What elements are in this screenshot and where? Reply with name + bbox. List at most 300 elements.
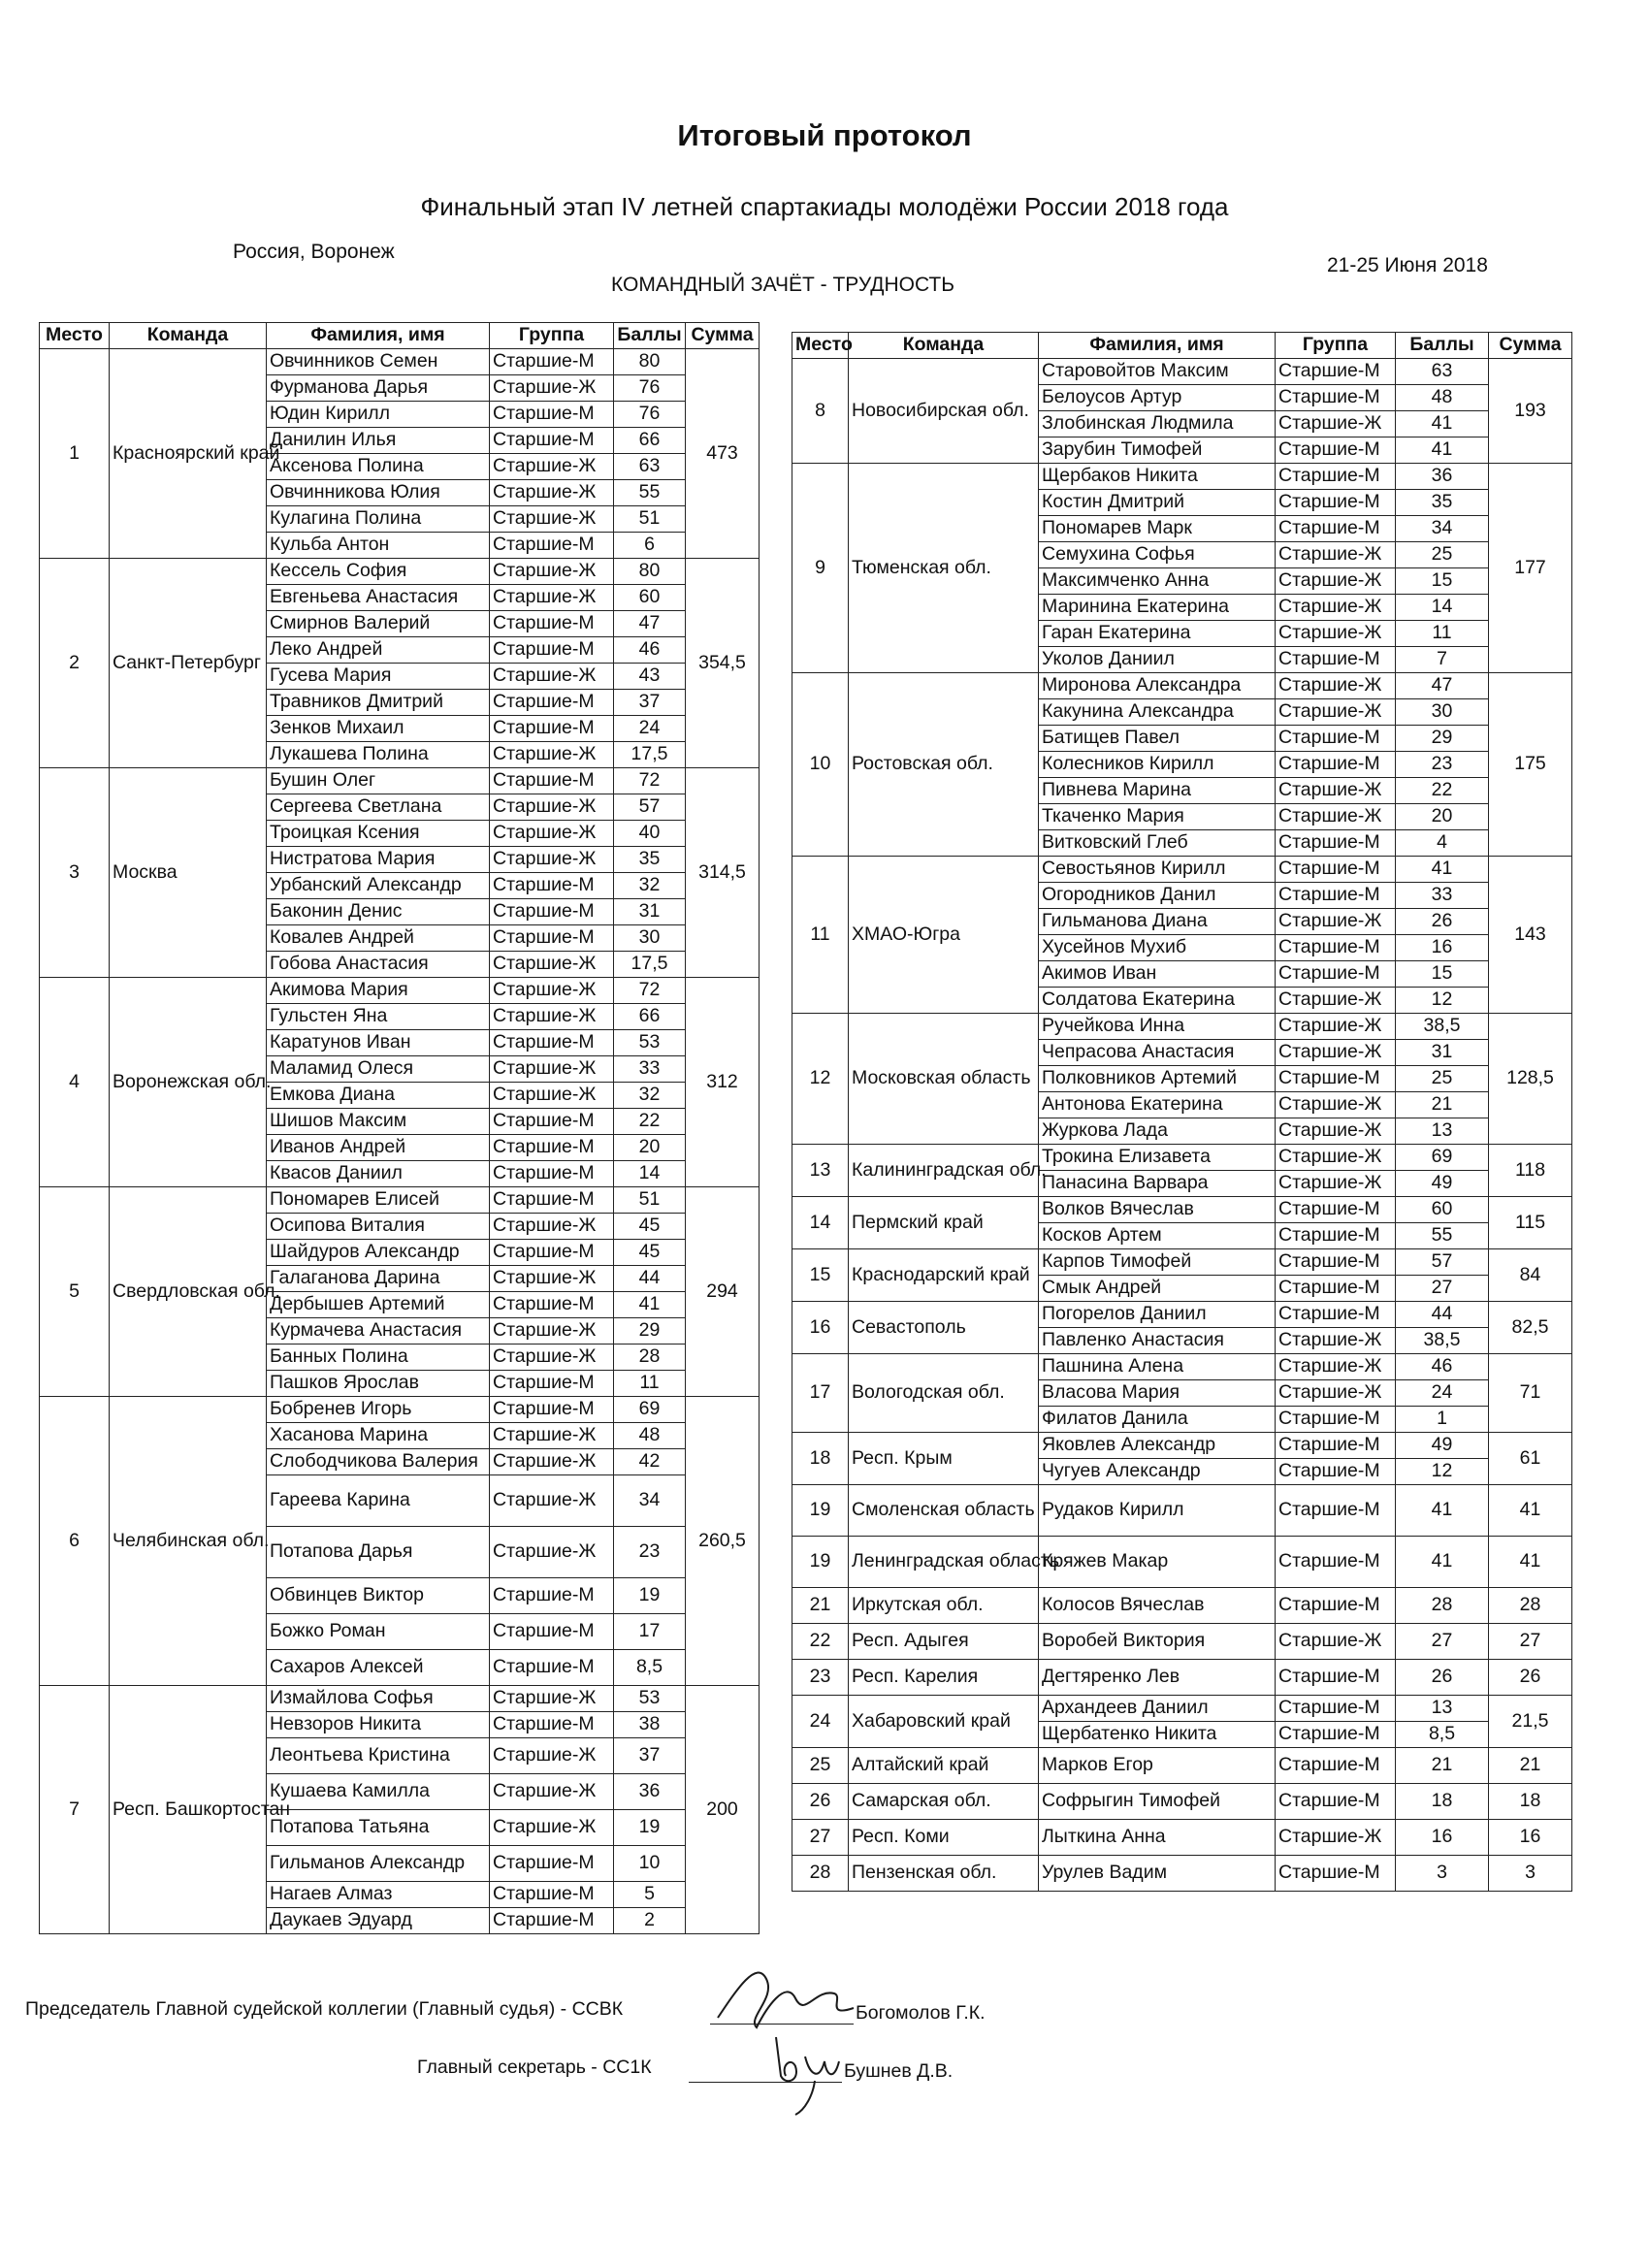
team-sum: 118 [1489,1145,1572,1197]
athlete-group: Старшие-Ж [490,952,614,978]
athlete-name: Измайлова Софья [267,1686,490,1712]
athlete-group: Старшие-Ж [1276,568,1396,595]
athlete-points: 45 [614,1214,686,1240]
athlete-group: Старшие-М [1276,1588,1396,1624]
athlete-points: 38,5 [1396,1328,1489,1354]
athlete-group: Старшие-Ж [490,1810,614,1846]
athlete-name: Овчинникова Юлия [267,480,490,506]
athlete-name: Гареева Карина [267,1475,490,1527]
chief-secretary-name: Бушнев Д.В. [844,2060,954,2082]
team-sum: 115 [1489,1197,1572,1249]
athlete-name: Лыткина Анна [1039,1820,1276,1856]
athlete-group: Старшие-Ж [1276,699,1396,726]
team-sum: 16 [1489,1820,1572,1856]
athlete-points: 27 [1396,1276,1489,1302]
table-row [792,673,1572,699]
athlete-group: Старшие-М [490,611,614,637]
team-place: 21 [792,1588,849,1624]
chief-secretary-label: Главный секретарь - СС1К [417,2057,652,2078]
table-row [792,1820,1572,1856]
athlete-points: 51 [614,1187,686,1214]
athlete-points: 45 [614,1240,686,1266]
document-title: Итоговый протокол [677,118,972,152]
athlete-name: Лукашева Полина [267,742,490,768]
col-place: Место [792,333,849,359]
athlete-points: 17 [614,1614,686,1650]
table-row [792,1784,1572,1820]
team-place: 27 [792,1820,849,1856]
athlete-group: Старшие-М [490,1135,614,1161]
athlete-name: Воробей Виктория [1039,1624,1276,1660]
athlete-group: Старшие-Ж [490,1686,614,1712]
athlete-group: Старшие-М [1276,437,1396,464]
col-name: Фамилия, имя [1039,333,1276,359]
table-row [792,1197,1572,1223]
athlete-points: 80 [614,559,686,585]
team-sum: 177 [1489,464,1572,673]
athlete-points: 33 [1396,883,1489,909]
table-row [792,359,1572,385]
athlete-group: Старшие-Ж [490,1318,614,1345]
athlete-name: Осипова Виталия [267,1214,490,1240]
team-name: Тюменская обл. [849,464,1039,673]
athlete-group: Старшие-Ж [490,506,614,533]
table-row [792,1588,1572,1624]
athlete-group: Старшие-Ж [490,1266,614,1292]
athlete-points: 48 [614,1423,686,1449]
athlete-group: Старшие-М [490,1397,614,1423]
athlete-points: 20 [614,1135,686,1161]
athlete-points: 29 [1396,726,1489,752]
event-location: Россия, Воронеж [233,241,395,263]
athlete-name: Косков Артем [1039,1223,1276,1249]
athlete-group: Старшие-Ж [490,978,614,1004]
team-sum: 71 [1489,1354,1572,1433]
athlete-points: 43 [614,664,686,690]
athlete-group: Старшие-Ж [1276,595,1396,621]
athlete-name: Дербышев Артемий [267,1292,490,1318]
team-place: 7 [40,1686,110,1934]
team-place: 24 [792,1696,849,1748]
athlete-name: Потапова Дарья [267,1527,490,1578]
athlete-group: Старшие-М [490,533,614,559]
athlete-name: Чугуев Александр [1039,1459,1276,1485]
athlete-points: 5 [614,1882,686,1908]
team-place: 18 [792,1433,849,1485]
athlete-points: 24 [1396,1380,1489,1407]
athlete-name: Яковлев Александр [1039,1433,1276,1459]
athlete-group: Старшие-М [490,1712,614,1738]
athlete-group: Старшие-М [1276,1485,1396,1537]
athlete-group: Старшие-М [1276,857,1396,883]
athlete-name: Батищев Павел [1039,726,1276,752]
athlete-group: Старшие-М [490,1614,614,1650]
team-sum: 61 [1489,1433,1572,1485]
athlete-points: 47 [614,611,686,637]
athlete-group: Старшие-М [1276,883,1396,909]
athlete-name: Шишов Максим [267,1109,490,1135]
table-row [792,1145,1572,1171]
athlete-points: 2 [614,1908,686,1934]
athlete-points: 76 [614,375,686,402]
athlete-group: Старшие-Ж [1276,804,1396,830]
athlete-points: 16 [1396,935,1489,961]
athlete-points: 10 [614,1846,686,1882]
athlete-name: Троицкая Ксения [267,821,490,847]
athlete-points: 22 [1396,778,1489,804]
athlete-points: 22 [614,1109,686,1135]
athlete-name: Курмачева Анастасия [267,1318,490,1345]
athlete-points: 27 [1396,1624,1489,1660]
team-place: 2 [40,559,110,768]
team-place: 9 [792,464,849,673]
athlete-name: Солдатова Екатерина [1039,988,1276,1014]
athlete-name: Галаганова Дарина [267,1266,490,1292]
athlete-group: Старшие-Ж [1276,988,1396,1014]
team-place: 11 [792,857,849,1014]
athlete-name: Гульстен Яна [267,1004,490,1030]
athlete-group: Старшие-М [490,1846,614,1882]
athlete-group: Старшие-М [1276,1660,1396,1696]
athlete-name: Максимченко Анна [1039,568,1276,595]
athlete-name: Каратунов Иван [267,1030,490,1056]
athlete-group: Старшие-М [490,1240,614,1266]
athlete-name: Рудаков Кирилл [1039,1485,1276,1537]
athlete-points: 44 [614,1266,686,1292]
athlete-group: Старшие-М [1276,1748,1396,1784]
athlete-group: Старшие-М [1276,752,1396,778]
athlete-name: Архандеев Даниил [1039,1696,1276,1722]
athlete-group: Старшие-М [1276,1276,1396,1302]
athlete-name: Кульба Антон [267,533,490,559]
athlete-points: 11 [1396,621,1489,647]
athlete-group: Старшие-М [1276,1784,1396,1820]
athlete-group: Старшие-М [1276,1407,1396,1433]
athlete-group: Старшие-М [490,1650,614,1686]
athlete-points: 12 [1396,988,1489,1014]
athlete-points: 15 [1396,568,1489,595]
athlete-group: Старшие-М [490,637,614,664]
athlete-name: Гильманова Диана [1039,909,1276,935]
athlete-name: Данилин Илья [267,428,490,454]
athlete-name: Смирнов Валерий [267,611,490,637]
athlete-name: Нагаев Алмаз [267,1882,490,1908]
team-name: Севастополь [849,1302,1039,1354]
athlete-name: Ручейкова Инна [1039,1014,1276,1040]
athlete-points: 1 [1396,1407,1489,1433]
team-place: 6 [40,1397,110,1686]
team-sum: 200 [686,1686,760,1934]
athlete-points: 19 [614,1810,686,1846]
athlete-group: Старшие-Ж [1276,1328,1396,1354]
athlete-points: 26 [1396,909,1489,935]
athlete-group: Старшие-М [1276,464,1396,490]
athlete-group: Старшие-М [1276,647,1396,673]
col-sum: Сумма [686,323,760,349]
athlete-points: 34 [1396,516,1489,542]
athlete-group: Старшие-М [1276,490,1396,516]
athlete-name: Зарубин Тимофей [1039,437,1276,464]
athlete-points: 72 [614,768,686,794]
athlete-points: 41 [1396,857,1489,883]
team-name: Санкт-Петербург [110,559,267,768]
athlete-points: 46 [1396,1354,1489,1380]
athlete-points: 21 [1396,1748,1489,1784]
athlete-name: Маринина Екатерина [1039,595,1276,621]
athlete-name: Овчинников Семен [267,349,490,375]
team-name: Краснодарский край [849,1249,1039,1302]
team-place: 8 [792,359,849,464]
athlete-group: Старшие-Ж [1276,542,1396,568]
athlete-points: 41 [1396,1485,1489,1537]
athlete-name: Гусева Мария [267,664,490,690]
team-name: Респ. Коми [849,1820,1039,1856]
athlete-name: Юдин Кирилл [267,402,490,428]
event-dates: 21-25 Июня 2018 [1327,254,1488,276]
team-name: Хабаровский край [849,1696,1039,1748]
team-sum: 27 [1489,1624,1572,1660]
athlete-group: Старшие-Ж [490,1475,614,1527]
athlete-group: Старшие-М [1276,1722,1396,1748]
athlete-group: Старшие-М [490,1030,614,1056]
athlete-name: Дегтяренко Лев [1039,1660,1276,1696]
athlete-name: Потапова Татьяна [267,1810,490,1846]
athlete-group: Старшие-Ж [490,1345,614,1371]
athlete-points: 8,5 [614,1650,686,1686]
athlete-group: Старшие-Ж [1276,1092,1396,1118]
athlete-name: Акимов Иван [1039,961,1276,988]
athlete-group: Старшие-М [1276,726,1396,752]
table-row [792,1696,1572,1722]
athlete-points: 41 [1396,411,1489,437]
table-row [40,1397,760,1423]
col-group: Группа [490,323,614,349]
athlete-points: 7 [1396,647,1489,673]
athlete-points: 34 [614,1475,686,1527]
athlete-points: 49 [1396,1171,1489,1197]
athlete-group: Старшие-Ж [490,480,614,506]
athlete-points: 29 [614,1318,686,1345]
chief-judge-name: Богомолов Г.К. [856,2002,986,2024]
team-name: Свердловская обл. [110,1187,267,1397]
team-sum: 41 [1489,1537,1572,1588]
athlete-name: Витковский Глеб [1039,830,1276,857]
athlete-group: Старшие-М [490,1908,614,1934]
team-sum: 312 [686,978,760,1187]
athlete-group: Старшие-М [1276,830,1396,857]
athlete-points: 36 [1396,464,1489,490]
athlete-points: 31 [614,899,686,925]
athlete-points: 48 [1396,385,1489,411]
athlete-name: Леонтьева Кристина [267,1738,490,1774]
athlete-name: Квасов Даниил [267,1161,490,1187]
athlete-points: 14 [1396,595,1489,621]
team-name: Ростовская обл. [849,673,1039,857]
athlete-name: Зенков Михаил [267,716,490,742]
team-sum: 128,5 [1489,1014,1572,1145]
athlete-name: Павленко Анастасия [1039,1328,1276,1354]
athlete-name: Иванов Андрей [267,1135,490,1161]
team-place: 19 [792,1485,849,1537]
athlete-group: Старшие-Ж [490,794,614,821]
athlete-points: 23 [614,1527,686,1578]
athlete-group: Старшие-Ж [490,821,614,847]
athlete-points: 23 [1396,752,1489,778]
team-name: Иркутская обл. [849,1588,1039,1624]
athlete-group: Старшие-Ж [490,375,614,402]
athlete-group: Старшие-Ж [1276,673,1396,699]
athlete-points: 19 [614,1578,686,1614]
athlete-name: Гобова Анастасия [267,952,490,978]
athlete-points: 51 [614,506,686,533]
team-name: Новосибирская обл. [849,359,1039,464]
team-name: Самарская обл. [849,1784,1039,1820]
table-row [792,1624,1572,1660]
athlete-group: Старшие-Ж [490,454,614,480]
athlete-points: 16 [1396,1820,1489,1856]
team-name: Алтайский край [849,1748,1039,1784]
athlete-name: Кушаева Камилла [267,1774,490,1810]
athlete-name: Обвинцев Виктор [267,1578,490,1614]
athlete-points: 35 [1396,490,1489,516]
athlete-name: Семухина Софья [1039,542,1276,568]
team-sum: 28 [1489,1588,1572,1624]
team-name: Пензенская обл. [849,1856,1039,1892]
team-sum: 21 [1489,1748,1572,1784]
results-table-left [39,322,760,1934]
athlete-name: Полковников Артемий [1039,1066,1276,1092]
athlete-group: Старшие-Ж [490,847,614,873]
team-place: 15 [792,1249,849,1302]
col-team: Команда [110,323,267,349]
athlete-group: Старшие-Ж [490,1527,614,1578]
table-row [792,464,1572,490]
athlete-points: 66 [614,428,686,454]
col-points: Баллы [1396,333,1489,359]
athlete-name: Даукаев Эдуард [267,1908,490,1934]
athlete-name: Бушин Олег [267,768,490,794]
athlete-group: Старшие-Ж [1276,909,1396,935]
athlete-group: Старшие-М [490,925,614,952]
athlete-points: 8,5 [1396,1722,1489,1748]
athlete-group: Старшие-Ж [1276,621,1396,647]
athlete-group: Старшие-Ж [490,1774,614,1810]
athlete-group: Старшие-Ж [490,1214,614,1240]
athlete-name: Баконин Денис [267,899,490,925]
athlete-name: Хасанова Марина [267,1423,490,1449]
athlete-group: Старшие-Ж [490,1449,614,1475]
athlete-points: 60 [614,585,686,611]
athlete-points: 53 [614,1686,686,1712]
team-sum: 21,5 [1489,1696,1572,1748]
team-place: 1 [40,349,110,559]
athlete-points: 13 [1396,1118,1489,1145]
team-name: Пермский край [849,1197,1039,1249]
athlete-points: 25 [1396,1066,1489,1092]
athlete-name: Марков Егор [1039,1748,1276,1784]
athlete-name: Софрыгин Тимофей [1039,1784,1276,1820]
col-sum: Сумма [1489,333,1572,359]
athlete-name: Чепрасова Анастасия [1039,1040,1276,1066]
athlete-name: Божко Роман [267,1614,490,1650]
athlete-points: 32 [614,1083,686,1109]
athlete-points: 33 [614,1056,686,1083]
team-place: 23 [792,1660,849,1696]
table-row [40,1686,760,1712]
table-row [792,1249,1572,1276]
athlete-name: Волков Вячеслав [1039,1197,1276,1223]
athlete-points: 11 [614,1371,686,1397]
athlete-group: Старшие-М [1276,1197,1396,1223]
athlete-points: 80 [614,349,686,375]
athlete-group: Старшие-М [1276,1696,1396,1722]
athlete-group: Старшие-Ж [1276,1014,1396,1040]
athlete-points: 44 [1396,1302,1489,1328]
athlete-points: 26 [1396,1660,1489,1696]
col-place: Место [40,323,110,349]
athlete-group: Старшие-М [1276,1433,1396,1459]
athlete-points: 37 [614,690,686,716]
athlete-group: Старшие-Ж [1276,1354,1396,1380]
athlete-points: 47 [1396,673,1489,699]
athlete-name: Щербатенко Никита [1039,1722,1276,1748]
team-sum: 354,5 [686,559,760,768]
athlete-group: Старшие-М [490,1161,614,1187]
team-name: Челябинская обл. [110,1397,267,1686]
athlete-name: Аксенова Полина [267,454,490,480]
athlete-points: 41 [614,1292,686,1318]
athlete-points: 28 [1396,1588,1489,1624]
table-row [40,559,760,585]
athlete-group: Старшие-Ж [490,664,614,690]
athlete-group: Старшие-Ж [1276,1380,1396,1407]
athlete-points: 57 [1396,1249,1489,1276]
table-row [792,1354,1572,1380]
athlete-name: Слободчикова Валерия [267,1449,490,1475]
athlete-name: Емкова Диана [267,1083,490,1109]
athlete-name: Костин Дмитрий [1039,490,1276,516]
athlete-points: 36 [614,1774,686,1810]
athlete-group: Старшие-Ж [1276,1820,1396,1856]
athlete-group: Старшие-Ж [1276,1040,1396,1066]
team-name: Смоленская область [849,1485,1039,1537]
athlete-name: Журкова Лада [1039,1118,1276,1145]
athlete-group: Старшие-Ж [1276,1171,1396,1197]
table-row [792,1856,1572,1892]
athlete-points: 13 [1396,1696,1489,1722]
athlete-points: 28 [614,1345,686,1371]
athlete-points: 14 [614,1161,686,1187]
athlete-points: 6 [614,533,686,559]
athlete-name: Пономарев Елисей [267,1187,490,1214]
athlete-name: Пашков Ярослав [267,1371,490,1397]
event-subtitle: Финальный этап IV летней спартакиады молодёжи России 2018 года [420,192,1229,221]
athlete-name: Бобренев Игорь [267,1397,490,1423]
team-place: 26 [792,1784,849,1820]
athlete-points: 30 [1396,699,1489,726]
athlete-name: Смык Андрей [1039,1276,1276,1302]
team-place: 5 [40,1187,110,1397]
table-row [792,857,1572,883]
athlete-name: Филатов Данила [1039,1407,1276,1433]
athlete-points: 15 [1396,961,1489,988]
athlete-points: 20 [1396,804,1489,830]
athlete-name: Власова Мария [1039,1380,1276,1407]
team-place: 25 [792,1748,849,1784]
team-sum: 3 [1489,1856,1572,1892]
team-place: 3 [40,768,110,978]
results-table-right [792,332,1572,1892]
